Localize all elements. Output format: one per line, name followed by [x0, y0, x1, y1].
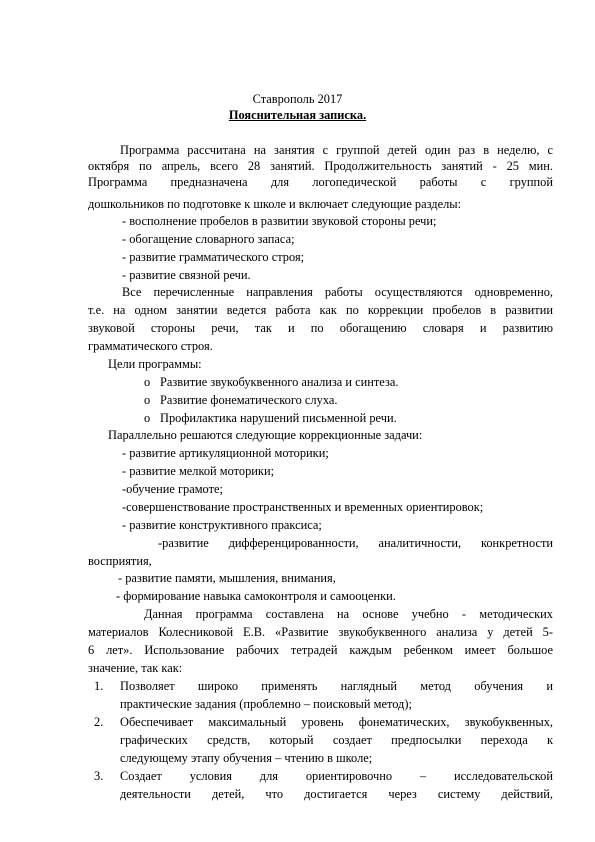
list-item: - развитие памяти, мышления, внимания, — [118, 571, 336, 585]
list-item: - развитие конструктивного праксиса; — [122, 518, 322, 532]
list-item: -обучение грамоте; — [122, 482, 223, 496]
list-item-continuation: восприятия, — [88, 554, 152, 568]
numbered-item-continuation: деятельности детей, что достигается через систему действий, — [120, 787, 553, 801]
list-item: - развитие связной речи. — [122, 268, 251, 282]
numbered-item: 1. Позволяет широко применять наглядный метод обучения и — [94, 679, 553, 693]
circle-bullet-icon: o — [144, 375, 151, 389]
paragraph-line: 6 лет». Использование рабочих тетрадей каждым ребенком имеет большое — [88, 643, 553, 657]
list-item: o Профилактика нарушений письменной речи. — [144, 411, 397, 425]
paragraph-line: грамматического строя. — [88, 339, 213, 353]
list-item: - формирование навыка самоконтроля и самооценки. — [116, 589, 396, 603]
list-item: - развитие мелкой моторики; — [122, 464, 275, 478]
list-item: -развитие дифференцированности, аналитичности, конкретности — [158, 536, 553, 550]
list-item: - развитие артикуляционной моторики; — [122, 446, 329, 460]
list-item: - обогащение словарного запаса; — [122, 232, 295, 246]
goals-heading: Цели программы: — [108, 357, 202, 371]
place-year: Ставрополь 2017 — [252, 92, 343, 106]
page-title: Пояснительная записка. — [228, 108, 367, 122]
paragraph-line: Программа предназначена для логопедической работы с группой — [88, 175, 553, 189]
list-item: - развитие грамматического строя; — [122, 250, 305, 264]
list-item: o Развитие звукобуквенного анализа и синтеза. — [144, 375, 399, 389]
numbered-item: 3. Создает условия для ориентировочно – исследовательской — [94, 769, 553, 783]
list-item: - восполнение пробелов в развитии звуковой стороны речи; — [122, 214, 437, 228]
numbered-item-continuation: следующему этапу обучения – чтению в школе; — [120, 751, 373, 765]
numbered-item-continuation: графических средств, который создает предпосылки перехода к — [120, 733, 553, 747]
paragraph-line: Программа рассчитана на занятия с группой детей один раз в неделю, с — [120, 143, 553, 157]
paragraph-line: октября по апрель, всего 28 занятий. Продолжительность занятий - 25 мин. — [88, 159, 553, 173]
numbered-item-continuation: практические задания (проблемно – поисковый метод); — [120, 697, 412, 711]
paragraph-line: дошкольников по подготовке к школе и включает следующие разделы: — [88, 197, 462, 211]
item-number: 2. — [94, 715, 104, 729]
paragraph-line: т.е. на одном занятии ведется работа как по коррекции пробелов в развитии — [88, 303, 553, 317]
item-number: 3. — [94, 769, 104, 783]
list-item: o Развитие фонематического слуха. — [144, 393, 338, 407]
paragraph-line: материалов Колесниковой Е.В. «Развитие звукобуквенного анализа у детей 5- — [88, 625, 553, 639]
numbered-item: 2. Обеспечивает максимальный уровень фонематических, звукобуквенных, — [94, 715, 553, 729]
circle-bullet-icon: o — [144, 393, 151, 407]
paragraph-line: звуковой стороны речи, так и по обогащению словаря и развитию — [88, 321, 553, 335]
tasks-heading: Параллельно решаются следующие коррекционные задачи: — [108, 428, 423, 442]
list-item: -совершенствование пространственных и временных ориентировок; — [122, 500, 484, 514]
paragraph-line: Данная программа составлена на основе учебно - методических — [144, 607, 553, 621]
item-number: 1. — [94, 679, 104, 693]
paragraph-line: Все перечисленные направления работы осуществляются одновременно, — [122, 285, 553, 299]
paragraph-line: значение, так как: — [88, 661, 183, 675]
circle-bullet-icon: o — [144, 411, 151, 425]
